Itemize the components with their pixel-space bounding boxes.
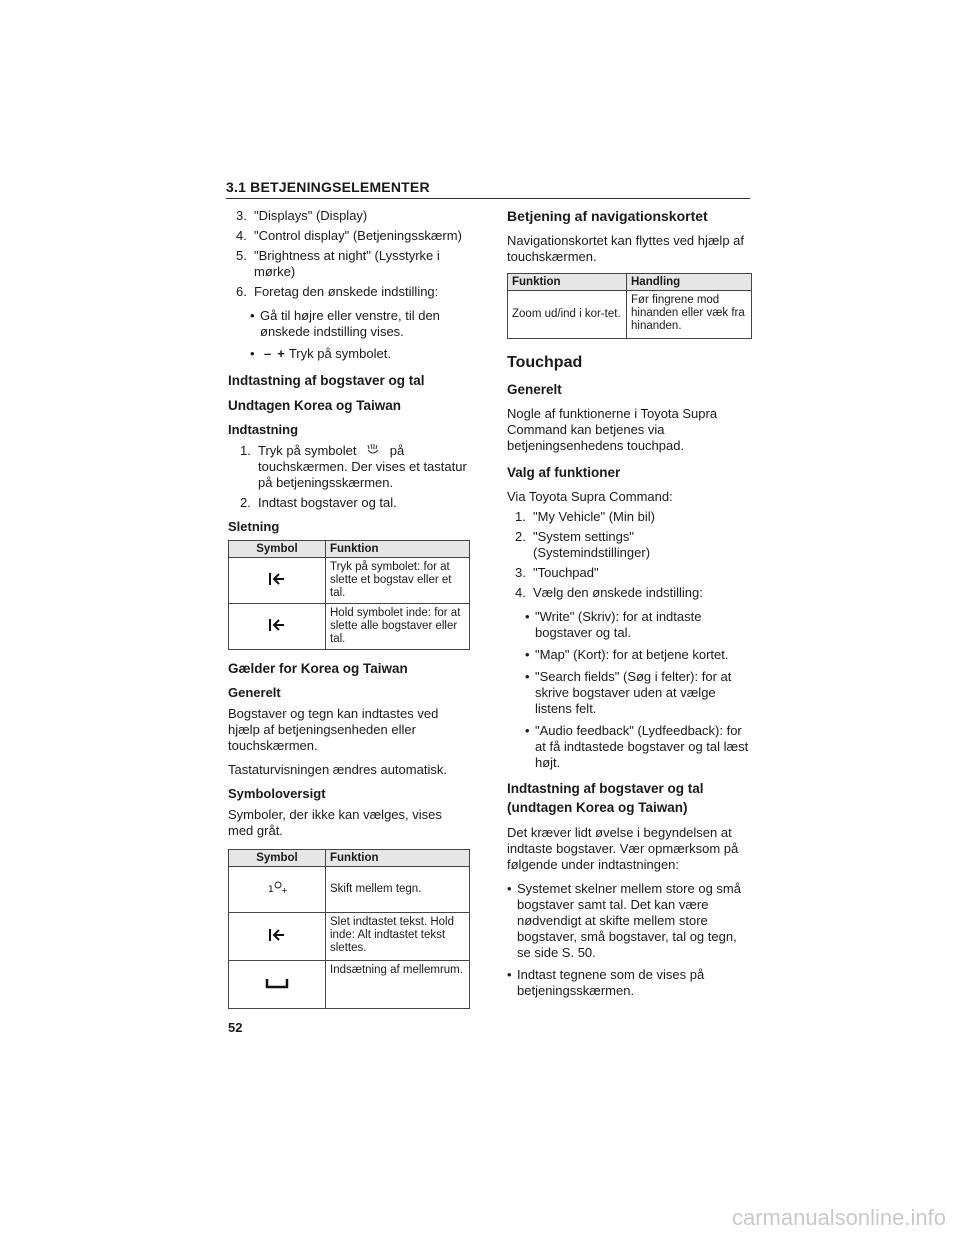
list-item: • Gå til højre eller venstre, til den ønskede indstilling vises. [250,308,440,339]
section-header: 3.1 BETJENINGSELEMENTER [226,179,750,199]
keyboard-hand-icon [364,443,382,457]
list-item: • – + Tryk på symbolet. [250,346,391,361]
list-item: • "Audio feedback" (Lydfeedback): for at få indtastede bogstaver og tal læst højt. [525,723,749,770]
list-item: 3. "Displays" (Display) [236,208,368,223]
list-item: 5. "Brightness at night" (Lysstyrke i mørke) [236,248,440,279]
space-icon [265,976,289,990]
left-column [228,208,470,1009]
table-row: Slet indtastet tekst. Hold inde: Alt indtastet tekst slettes. [229,913,470,961]
heading: Indtastning af bogstaver og tal [228,373,425,388]
heading: Generelt [507,382,562,397]
backspace-icon [268,928,286,942]
paragraph: Det kræver lidt øvelse i begyndelsen at indtaste bogstaver. Vær opmærksom på følgende under indtastningen: [507,825,739,872]
list-item: 4. Vælg den ønskede indstilling: [515,585,703,600]
delete-table: Symbol Funktion Tryk på symbolet: for at slette et bogstav eller et tal. Hold symbolet inde: for at slette alle bogstaver eller tal. [228,540,470,650]
watermark: carmanualsonline.info [731,1205,946,1230]
subheading: Generelt [228,685,281,700]
heading: Betjening af navigationskortet [507,208,708,224]
right-column [507,208,752,1005]
paragraph: Symboler, der ikke kan vælges, vises med gråt. [228,807,442,838]
heading: Indtastning af bogstaver og tal (undtagen Korea og Taiwan) [507,781,704,815]
list-item: • "Map" (Kort): for at betjene kortet. [525,647,729,662]
list-item: • "Write" (Skriv): for at indtaste bogstaver og tal. [525,609,702,640]
table-row: Hold symbolet inde: for at slette alle bogstaver eller tal. [229,604,470,650]
heading: Touchpad [507,354,583,371]
page-number: 52 [228,1020,243,1035]
paragraph: Bogstaver og tegn kan indtastes ved hjælp af betjeningsenheden eller touchskærmen. [228,706,439,753]
switch-characters-icon [267,880,287,896]
table-row: Indsætning af mellemrum. [229,961,470,1009]
heading: Valg af funktioner [507,465,621,480]
backspace-icon [268,618,286,632]
list-item: • Indtast tegnene som de vises på betjeningsskærmen. [507,967,705,998]
paragraph: Nogle af funktionerne i Toyota Supra Command kan betjenes via betjeningsenhedens touchpad. [507,406,718,453]
symbol-table: Symbol Funktion 1 + Skift mellem tegn. Slet indtastet tekst. Hold inde: Alt indtastet tekst slettes. Indsætning af mellemrum. [228,849,470,1009]
svg-text:+: + [281,885,288,895]
table-row: Zoom ud/ind i kor-tet. Før fingrene mod hinanden eller væk fra hinanden. [508,291,752,339]
list-item: 6. Foretag den ønskede indstilling: [236,284,439,299]
plus-icon: + [277,346,285,361]
list-item: 1. "My Vehicle" (Min bil) [515,509,655,524]
table-row: Tryk på symbolet: for at slette et bogstav eller et tal. [229,558,470,604]
paragraph: Tastaturvisningen ændres automatisk. [228,762,447,777]
paragraph: Via Toyota Supra Command: [507,489,673,504]
table-row: 1 + Skift mellem tegn. [229,867,470,913]
list-item: 4. "Control display" (Betjeningsskærm) [236,228,462,243]
subheading: Sletning [228,519,280,534]
subheading: Indtastning [228,422,299,437]
heading: Gælder for Korea og Taiwan [228,661,408,676]
svg-text:1: 1 [268,884,274,895]
list-item: • Systemet skelner mellem store og små bogstaver samt tal. Det kan være nødvendigt at skifte mellem store bogstaver, små bogstaver, tal og tegn, se side S. 50. [507,881,741,960]
navigation-table: Funktion Handling Zoom ud/ind i kor-tet. Før fingrene mod hinanden eller væk fra hinanden. [507,273,752,339]
list-item: 3. "Touchpad" [515,565,599,580]
backspace-icon [268,572,286,586]
list-item: 2. "System settings" (Systemindstillinger) [515,529,651,560]
subheading: Symboloversigt [228,786,326,801]
list-item: 1. Tryk på symbolet på touchskærmen. Der vises et tastatur på betjeningsskærmen. [240,443,467,490]
list-item: • "Search fields" (Søg i felter): for at skrive bogstaver uden at vælge listens felt. [525,669,732,716]
heading: Undtagen Korea og Taiwan [228,398,402,413]
list-item: 2. Indtast bogstaver og tal. [240,495,397,510]
minus-icon: – [264,346,272,361]
paragraph: Navigationskortet kan flyttes ved hjælp af touchskærmen. [507,233,745,264]
